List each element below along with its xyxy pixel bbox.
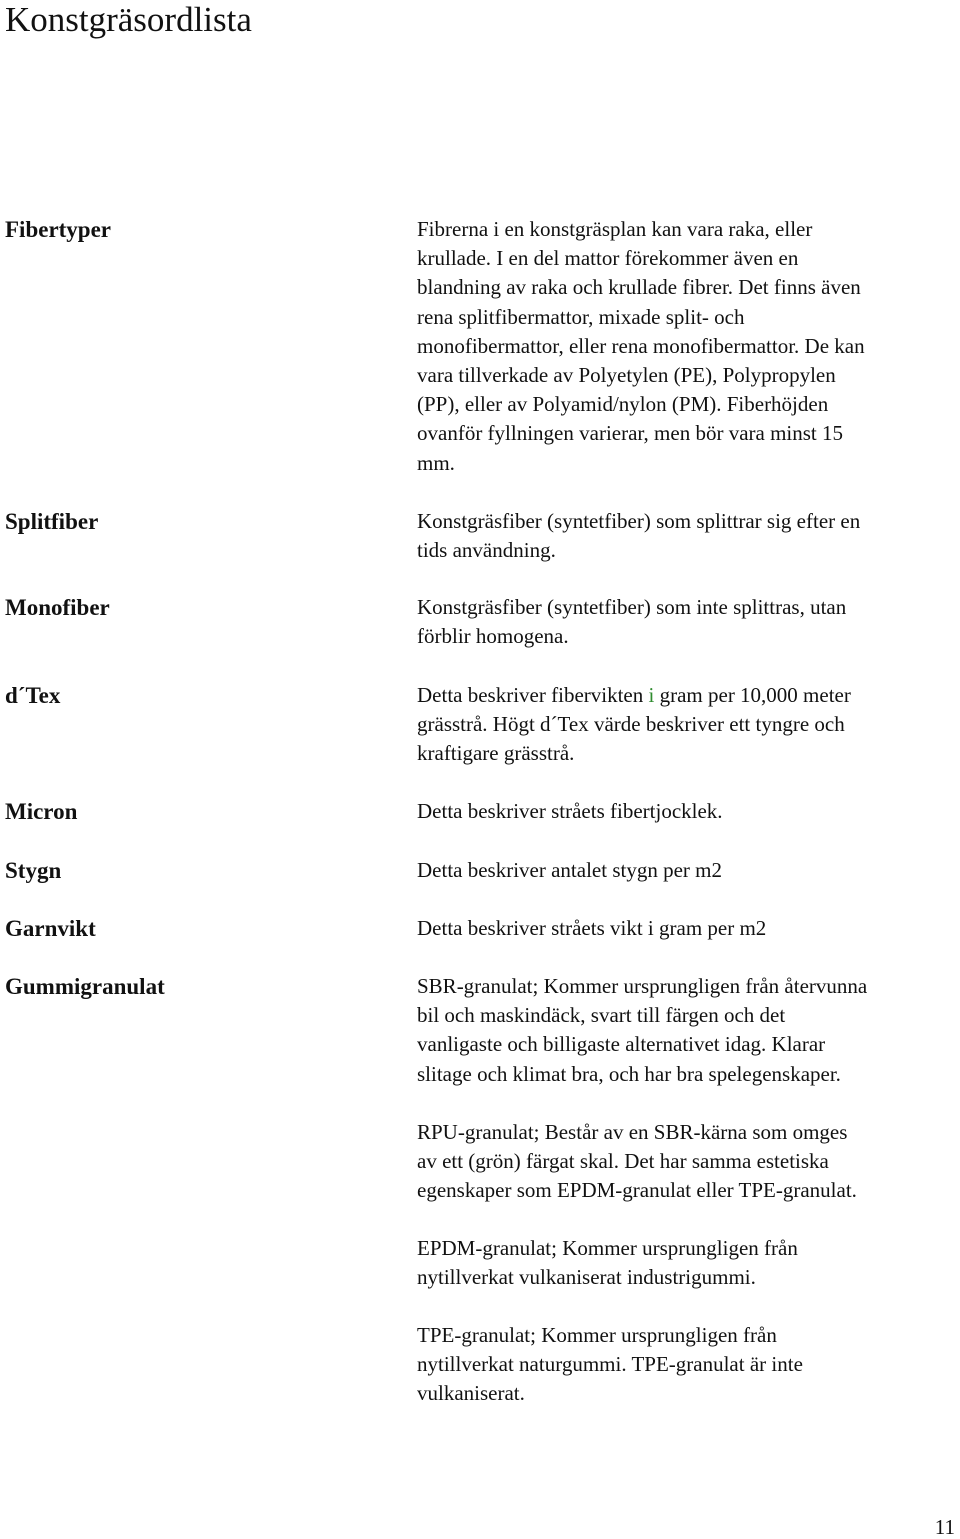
term-stygn: Stygn [5,858,62,883]
definition-line: Detta beskriver stråets fibertjocklek. [417,799,723,823]
definition-line: Konstgräsfiber (syntetfiber) som inte splittras, utan [417,595,847,619]
definition-line [417,681,960,710]
term-dtex: d´Tex [5,683,61,708]
definition-line: (PP), eller av Polyamid/nylon (PM). Fiberhöjden [417,392,829,417]
term-micron: Micron [5,799,78,824]
page-title: Konstgräsordlista [5,0,252,39]
definition-text: Detta beskriver fibervikten [417,683,649,707]
definition-line: SBR-granulat; Kommer ursprungligen från återvunna [417,974,868,998]
term-fibertyper: Fibertyper [5,217,112,242]
definition-line: krullade. I en del mattor förekommer även en [417,246,799,271]
definition-line: EPDM-granulat; Kommer ursprungligen från [417,1236,798,1260]
definition-line: Konstgräsfiber (syntetfiber) som splittrar sig efter en [417,509,861,533]
definition-line: Fibrerna i en konstgräsplan kan vara raka, eller [417,217,813,241]
term-gummigranulat: Gummigranulat [5,974,165,999]
definition-line: vulkaniserat. [417,1381,525,1406]
definition-line: mm. [417,450,455,475]
definition-line: blandning av raka och krullade fibrer. Det finns även [417,275,861,300]
definition-line: Detta beskriver stråets vikt i gram per m2 [417,916,767,940]
term-splitfiber: Splitfiber [5,509,99,534]
definition-line: vanligaste och billigaste alternativet idag. Klarar [417,1032,826,1057]
definition-rpu-granulat [417,1118,960,1206]
definition-line: rena splitfibermattor, mixade split- och [417,304,745,329]
definition-line: av ett (grön) färgat skal. Det har samma estetiska [417,1149,829,1174]
definition-line: TPE-granulat; Kommer ursprungligen från [417,1323,777,1347]
term-monofiber: Monofiber [5,595,110,620]
definition-epdm-granulat [417,1234,960,1292]
definition-sbr-granulat [417,972,960,1089]
definition-line: nytillverkat naturgummi. TPE-granulat är inte [417,1352,803,1377]
term-garnvikt: Garnvikt [5,916,96,941]
definition-line: egenskaper som EPDM-granulat eller TPE-granulat. [417,1178,857,1203]
definition-line: vara tillverkade av Polyetylen (PE), Polypropylen [417,363,836,388]
page-number: 11 [934,1515,955,1539]
definition-text: gram per 10,000 meter [654,683,851,707]
definition-line: RPU-granulat; Består av en SBR-kärna som omges [417,1120,848,1144]
definition-line: bil och maskindäck, svart till färgen och det [417,1003,786,1028]
definition-line: nytillverkat vulkaniserat industrigummi. [417,1265,756,1290]
definition-line: ovanför fyllningen varierar, men bör vara minst 15 [417,421,844,446]
definition-garnvikt [417,914,960,943]
definition-stygn [417,856,960,885]
definition-line: förblir homogena. [417,624,569,649]
definition-line: kraftigare grässtrå. [417,741,575,766]
definition-splitfiber [417,507,960,565]
definition-micron [417,797,960,826]
definition-monofiber [417,593,960,651]
definition-line: grässtrå. Högt d´Tex värde beskriver ett tyngre och [417,712,845,737]
definition-fibertyper [417,215,960,478]
definition-dtex [417,681,960,769]
definition-tpe-granulat [417,1321,960,1409]
definition-line: Detta beskriver antalet stygn per m2 [417,858,722,882]
definition-line: monofibermattor, eller rena monofibermattor. De kan [417,333,865,358]
definition-line: tids användning. [417,538,556,563]
highlighted-word: i [648,683,655,707]
definition-line: slitage och klimat bra, och har bra spelegenskaper. [417,1061,841,1086]
